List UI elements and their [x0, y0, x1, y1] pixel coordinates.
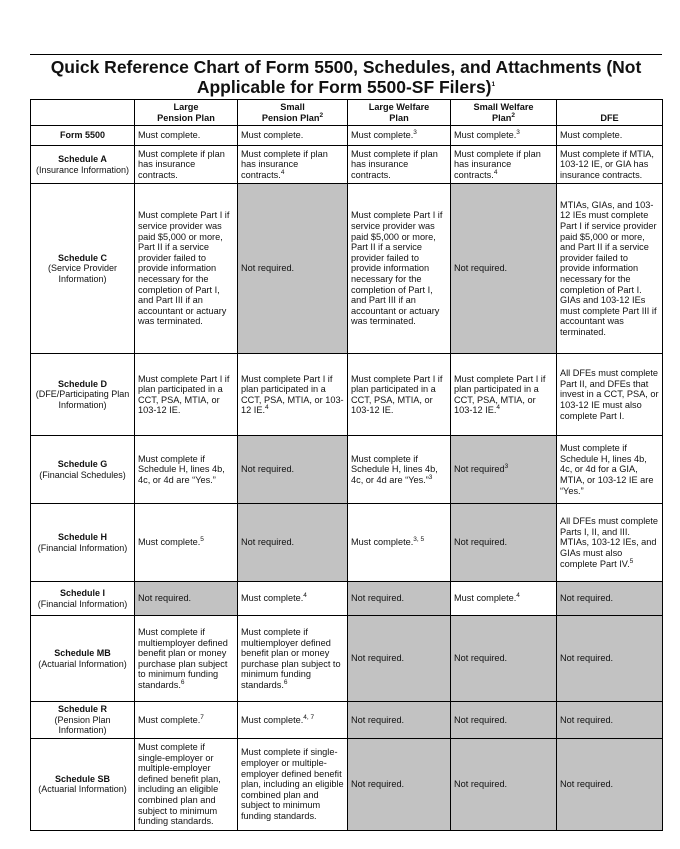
cell-text: Not required.	[351, 593, 405, 604]
footnote-ref: 4	[265, 404, 269, 412]
row-header-title: Schedule R	[57, 704, 107, 715]
table-cell	[348, 616, 451, 702]
table-cell	[451, 354, 557, 436]
table-row	[31, 702, 663, 739]
cell-text: All DFEs must complete Part II, and DFEs that invest in a CCT, PSA, or 103-12 IE must also complete Part I.	[560, 368, 659, 421]
table-cell	[557, 354, 663, 436]
cell-text: Must complete if multiemployer defined benefit plan or money purchase plan subject to minimum funding standards.	[241, 626, 341, 690]
table-cell	[348, 702, 451, 739]
table-cell	[135, 582, 238, 616]
cell-text: Not required.	[351, 653, 405, 664]
row-header	[31, 582, 135, 616]
cell-text: Not required.	[454, 537, 508, 548]
table-row	[31, 354, 663, 436]
row-header	[31, 354, 135, 436]
table-cell	[135, 436, 238, 504]
title-footnote: 1	[491, 81, 496, 89]
table-cell	[557, 738, 663, 830]
footnote-ref: 3	[504, 463, 509, 471]
table-cell	[557, 146, 663, 184]
table-cell	[135, 126, 238, 146]
table-row	[31, 184, 663, 354]
cell-text: Not required.	[454, 779, 508, 790]
table-cell	[557, 504, 663, 582]
title-line-1: Quick Reference Chart of Form 5500, Schedules, and Attachments (Not	[50, 57, 642, 77]
table-row	[31, 738, 663, 830]
footnote-ref: 6	[180, 678, 185, 686]
row-header-title: Schedule C	[57, 252, 107, 263]
cell-text: Must complete.	[454, 593, 517, 604]
row-header-title: Schedule G	[57, 459, 108, 470]
document-page	[30, 54, 662, 831]
cell-text: Must complete.	[241, 130, 304, 141]
table-cell	[557, 702, 663, 739]
row-header-title: Form 5500	[59, 130, 106, 141]
footnote-ref: 4, 7	[303, 713, 315, 721]
cell-text: Must complete.	[351, 537, 414, 548]
column-header: Large Welfare Plan	[348, 100, 451, 126]
table-cell	[348, 738, 451, 830]
footnote-ref: 4	[280, 168, 285, 176]
cell-text: Must complete if single-employer or multiple-employer defined benefit plan, including an eligible combined plan and subject to minimum funding standards.	[241, 747, 344, 821]
table-cell	[557, 126, 663, 146]
column-header: Small Pension Plan$^2$	[238, 100, 348, 126]
row-header	[31, 146, 135, 184]
cell-text: Must complete if MTIA, 103-12 IE, or GIA has insurance contracts.	[560, 148, 654, 180]
cell-text: Must complete Part I if service provider was paid $5,000 or more, Part II if a service provider failed to provide information necessary for the completion of Part I, and Part III if an accountant or actuary was terminated.	[138, 210, 230, 327]
cell-text: All DFEs must complete Parts I, II, and III. MTIAs, 103-12 IEs, and GIAs must also complete Part IV.	[560, 516, 659, 569]
table-cell	[451, 504, 557, 582]
cell-text: Must complete if plan has insurance contracts.	[351, 148, 438, 180]
footnote-ref: 6	[283, 678, 288, 686]
cell-text: Not required.	[560, 779, 614, 790]
cell-text: Must complete.	[241, 714, 304, 725]
table-cell	[557, 616, 663, 702]
table-cell	[135, 354, 238, 436]
row-header-title: Schedule MB	[54, 648, 111, 659]
chart-body	[31, 126, 663, 831]
row-header-subtitle: (Actuarial Information)	[38, 784, 127, 795]
table-cell	[238, 436, 348, 504]
cell-text: Not required.	[241, 464, 295, 475]
cell-text: Not required	[454, 464, 505, 475]
table-cell	[135, 738, 238, 830]
row-header-subtitle: (Insurance Information)	[35, 164, 130, 175]
table-cell	[451, 616, 557, 702]
row-header-subtitle: (Financial Information)	[37, 542, 128, 553]
cell-text: Not required.	[454, 714, 508, 725]
cell-text: Must complete if plan has insurance contracts.	[138, 148, 225, 180]
table-cell	[348, 436, 451, 504]
row-header	[31, 184, 135, 354]
table-cell	[135, 146, 238, 184]
cell-text: Not required.	[454, 653, 508, 664]
title-line-2: Applicable for Form 5500-SF Filers)$^1$	[196, 77, 496, 97]
row-header	[31, 504, 135, 582]
table-cell	[238, 146, 348, 184]
table-cell	[348, 146, 451, 184]
cell-text: Must complete.	[138, 714, 201, 725]
table-cell	[348, 582, 451, 616]
column-header: Large Pension Plan	[135, 100, 238, 126]
row-header-subtitle: (DFE/Participating Plan Information)	[35, 389, 130, 410]
footnote-ref: 3, 5	[413, 536, 425, 544]
table-cell	[451, 126, 557, 146]
row-header-title: Schedule A	[58, 154, 107, 165]
table-cell	[238, 354, 348, 436]
page-title	[30, 57, 662, 97]
cell-text: Not required.	[351, 779, 405, 790]
table-cell	[557, 436, 663, 504]
cell-text: Must complete if Schedule H, lines 4b, 4c, or 4d are “Yes.”	[351, 453, 438, 485]
table-cell	[238, 616, 348, 702]
table-cell	[238, 126, 348, 146]
column-header: Small Welfare Plan$^2$	[451, 100, 557, 126]
table-cell	[135, 616, 238, 702]
table-row	[31, 436, 663, 504]
footnote-ref: 3	[413, 129, 417, 137]
table-cell	[348, 184, 451, 354]
footnote-ref: 5	[200, 536, 204, 544]
cell-text: Must complete Part I if plan participated in a CCT, PSA, MTIA, or 103-12 IE.	[241, 373, 344, 416]
cell-text: Must complete.	[138, 537, 201, 548]
header-row	[31, 100, 663, 126]
table-cell	[451, 582, 557, 616]
row-header-title: Schedule D	[57, 378, 107, 389]
table-cell	[348, 126, 451, 146]
table-cell	[238, 184, 348, 354]
cell-text: Must complete if plan has insurance contracts.	[241, 148, 328, 180]
cell-text: Must complete.	[560, 130, 623, 141]
footnote-ref: 4	[303, 592, 307, 600]
header-corner	[31, 100, 135, 126]
row-header	[31, 738, 135, 830]
row-header	[31, 616, 135, 702]
footnote-ref: 4	[516, 592, 520, 600]
top-rule	[30, 54, 662, 55]
table-cell	[557, 582, 663, 616]
cell-text: Not required.	[560, 593, 614, 604]
table-cell	[238, 738, 348, 830]
cell-text: Not required.	[351, 714, 405, 725]
table-row	[31, 146, 663, 184]
table-cell	[135, 504, 238, 582]
cell-text: Must complete if multiemployer defined benefit plan or money purchase plan subject to minimum funding standards.	[138, 626, 228, 690]
footnote-ref: 7	[200, 713, 204, 721]
table-cell	[135, 702, 238, 739]
footnote-ref: 4	[493, 168, 498, 176]
table-row	[31, 504, 663, 582]
row-header-subtitle: (Service Provider Information)	[47, 263, 118, 284]
cell-text: Not required.	[454, 263, 508, 274]
row-header	[31, 702, 135, 739]
table-cell	[238, 504, 348, 582]
cell-text: Must complete.	[138, 130, 201, 141]
cell-text: Must complete.	[351, 130, 414, 141]
cell-text: MTIAs, GIAs, and 103-12 IEs must complete Part I if service provider paid $5,000 or more, and Part II if a service provider failed to provide information necessary for the completion of Part I. GIAs and 103-12 IEs must complete Part III if accountant was terminated.	[560, 199, 657, 337]
cell-text: Not required.	[560, 714, 614, 725]
cell-text: Must complete.	[454, 130, 517, 141]
footnote-ref: 5	[629, 557, 634, 565]
row-header	[31, 126, 135, 146]
cell-text: Must complete Part I if plan participated in a CCT, PSA, MTIA, or 103-12 IE.	[454, 373, 546, 416]
table-cell	[135, 184, 238, 354]
footnote-ref: 3	[428, 473, 433, 481]
table-cell	[451, 146, 557, 184]
cell-text: Must complete Part I if service provider was paid $5,000 or more, Part II if a service provider failed to provide information necessary for the completion of Part I, and Part III if an accountant or actuary was terminated.	[351, 210, 443, 327]
row-header-subtitle: (Financial Information)	[37, 598, 128, 609]
row-header-subtitle: (Pension Plan Information)	[54, 714, 111, 736]
table-cell	[348, 354, 451, 436]
column-header: DFE	[557, 100, 663, 126]
row-header-title: Schedule SB	[54, 773, 110, 784]
table-cell	[238, 702, 348, 739]
cell-text: Not required.	[560, 653, 614, 664]
footnote-ref: 4	[496, 404, 501, 412]
table-cell	[451, 436, 557, 504]
table-cell	[451, 738, 557, 830]
cell-text: Not required.	[241, 537, 295, 548]
cell-text: Must complete if Schedule H, lines 4b, 4c, or 4d for a GIA, MTIA, or 103-12 IE are “Yes.”	[560, 443, 654, 496]
cell-text: Must complete Part I if plan participated in a CCT, PSA, MTIA, or 103-12 IE.	[138, 373, 230, 416]
cell-text: Must complete if Schedule H, lines 4b, 4c, or 4d are “Yes.”	[138, 453, 225, 485]
row-header-title: Schedule I	[59, 588, 105, 599]
cell-text: Must complete if plan has insurance contracts.	[454, 148, 541, 180]
row-header	[31, 436, 135, 504]
cell-text: Must complete if single-employer or multiple-employer defined benefit plan, including an eligible combined plan and subject to minimum funding standards.	[138, 742, 221, 827]
table-cell	[348, 504, 451, 582]
cell-text: Not required.	[138, 593, 192, 604]
cell-text: Must complete Part I if plan participated in a CCT, PSA, MTIA, or 103-12 IE.	[351, 373, 443, 416]
cell-text: Not required.	[241, 263, 295, 274]
table-cell	[557, 184, 663, 354]
cell-text: Must complete.	[241, 593, 304, 604]
table-row	[31, 616, 663, 702]
row-header-subtitle: (Financial Schedules)	[39, 469, 126, 480]
table-row	[31, 582, 663, 616]
table-cell	[238, 582, 348, 616]
table-cell	[451, 184, 557, 354]
row-header-subtitle: (Actuarial Information)	[38, 658, 127, 669]
row-header-title: Schedule H	[57, 532, 107, 543]
footnote-ref: 3	[516, 129, 520, 137]
table-cell	[451, 702, 557, 739]
reference-chart-table	[30, 99, 663, 831]
table-row	[31, 126, 663, 146]
